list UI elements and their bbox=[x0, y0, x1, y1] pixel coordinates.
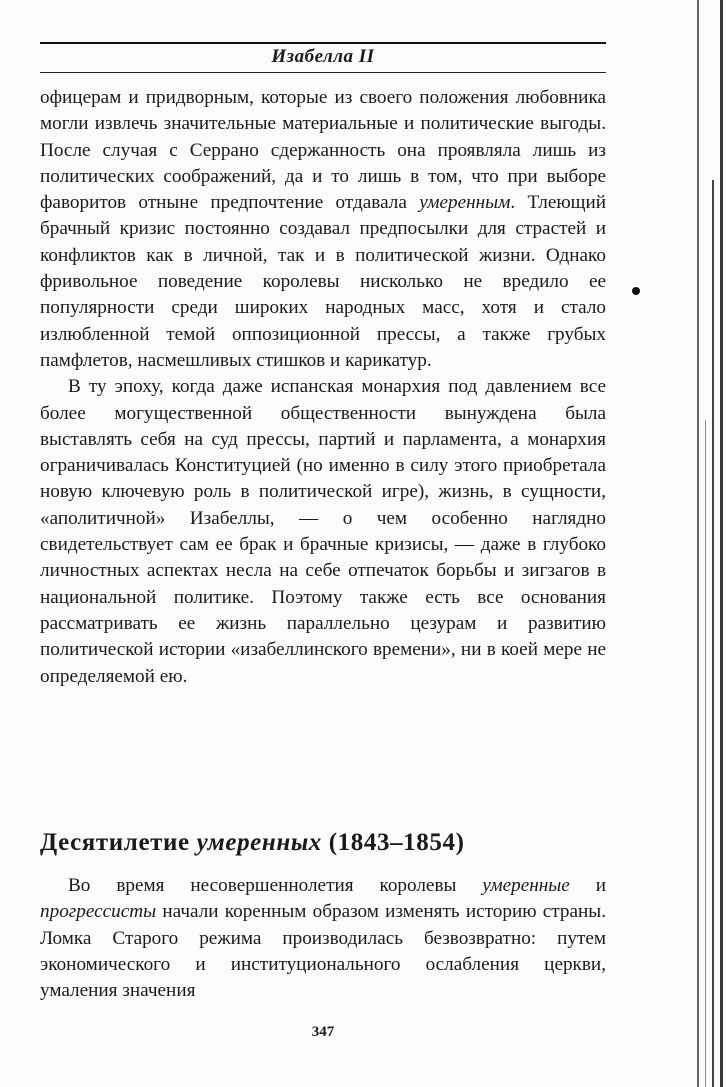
paragraph-1 bbox=[40, 85, 606, 374]
scan-edge-line bbox=[705, 420, 706, 1087]
scan-edge-line bbox=[720, 0, 723, 1087]
paragraph-1-emphasis: умеренным bbox=[419, 192, 511, 214]
header-bottom-rule bbox=[40, 72, 606, 73]
section-heading-part-2: (1843–1854) bbox=[321, 829, 465, 856]
section-text bbox=[40, 873, 606, 1004]
section-paragraph-part-1: Во время несовершеннолетия королевы bbox=[68, 875, 483, 896]
page-number: 347 bbox=[311, 1024, 335, 1040]
section-paragraph-emphasis-1: умеренные bbox=[482, 875, 570, 896]
paragraph-1-part-2: . Тлеющий брачный кризис постоянно создавал предпосылки для страстей и конфликтов как в личной, так и в политической жизни. Однако фривольное поведение королевы нисколько не вредило ее популярности среди широких народных масс, хотя и стало излюбленной темой оппозиционной прессы, а также грубых памфлетов, насмешливых стишков и карикатур. bbox=[40, 192, 606, 371]
section-paragraph-emphasis-2: прогрессисты bbox=[40, 901, 157, 923]
section-heading-part-1: Десятилетие bbox=[40, 829, 197, 856]
paragraph-2: В ту эпоху, когда даже испанская монархия под давлением все более могущественной общественности вынуждена была выставлять себя на суд прессы, партий и парламента, а монархия ограничивалась Конституцией (но именно в силу этого приобретала новую ключевую роль в политической игре), жизнь, в сущности, «аполитичной» Изабеллы, — о чем особенно наглядно свидетельствует сам ее брак и брачные кризисы, — даже в глубоко личностных аспектах несла на себе отпечаток борьбы и зигзагов в национальной политике. Поэтому также есть все основания рассматривать ее жизнь параллельно цезурам и развитию политической истории «изабеллинского времени», ни в коей мере не определяемой ею. bbox=[40, 376, 606, 687]
section-paragraph-part-3: начали коренным образом изменять историю страны. Ломка Старого режима производилась безвозвратно: путем экономического и институционального ослабления церкви, умаления значения bbox=[40, 901, 606, 1002]
section-heading bbox=[40, 829, 606, 857]
scan-dot-mark bbox=[632, 287, 640, 295]
scan-edge-line bbox=[712, 180, 714, 1087]
section-paragraph bbox=[40, 873, 606, 1004]
main-text bbox=[40, 85, 606, 690]
header-top-rule bbox=[40, 42, 606, 44]
paragraph-1-part-1: офицерам и придворным, которые из своего положения любовника могли извлечь значительные материальные и политические выгоды. После случая с Серрано сдержанность она проявляла лишь из политических соображений, да и то лишь в том, что при выборе фаворитов отныне предпочтение отдавала bbox=[40, 87, 606, 214]
section-heading-emphasis: умеренных bbox=[196, 829, 322, 856]
section-paragraph-part-2: и bbox=[569, 875, 606, 896]
scan-edge-line bbox=[697, 0, 699, 1087]
running-title: Изабелла II bbox=[271, 46, 375, 67]
